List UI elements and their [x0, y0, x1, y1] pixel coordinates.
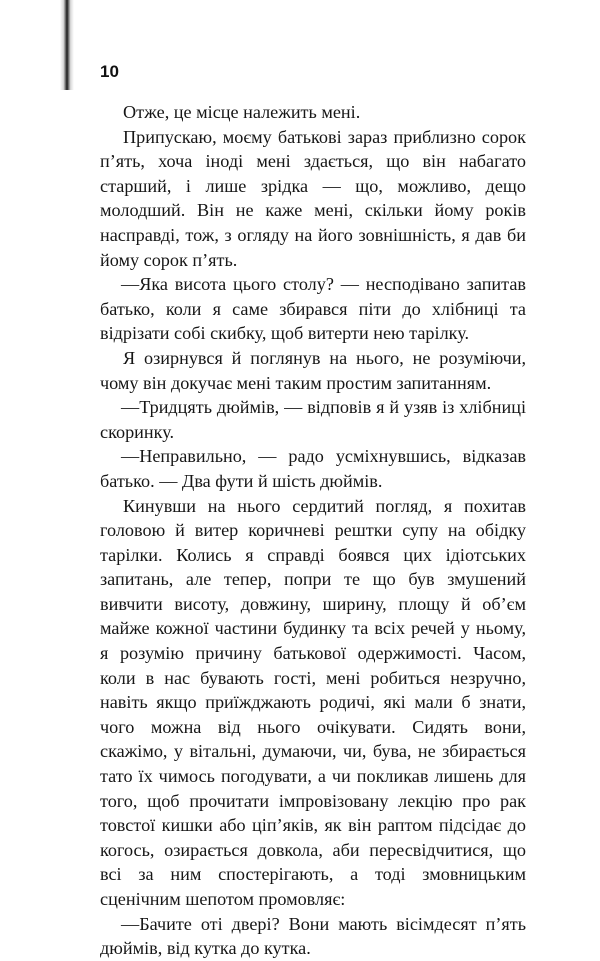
page-number: 10: [100, 62, 119, 81]
body-text: [100, 100, 526, 961]
dialog-line: —Бачите оті двері? Вони мають вісімдесят п’ять дюймів, від кутка до кутка.: [100, 913, 526, 959]
page-binding-shadow: [60, 0, 74, 90]
dialog-line: —Тридцять дюймів, — відповів я й узяв із хлібниці скоринку.: [100, 397, 526, 442]
paragraph: Кинувши на нього сердитий погляд, я похитав головою й витер коричневі рештки супу на обідку тарілки. Колись я справді боявся цих ідіотських запитань, але тепер, попри те що був змушений вивчити висоту, довжину, ширину, площу й об’єм майже кожної частини будинку та всіх речей у ньому, я розумію причину батькової одержимості. Часом, коли в нас бувають гості, мені робиться незручно, навіть якщо приїжджають родичі, які мали б знати, чого можна від нього очікувати. Сидять вони, скажімо, у вітальні, думаючи, чи, бува, не збирається тато їх чимось погодувати, а чи покликав лишень для того, щоб прочитати імпровізовану лекцію про рак товстої кишки або ціп’яків, як він раптом підсідає до когось, озирається довкола, аби пересвідчитися, що всі за ним спостерігають, а тоді змовницьким сценічним шепотом промовляє:: [100, 495, 526, 909]
dialog-line: —Яка висота цього столу? — несподівано запитав батько, коли я саме збирався піти до хлібниці та відрізати собі скибку, щоб витерти нею тарілку.: [100, 274, 526, 344]
paragraph: Я озирнувся й поглянув на нього, не розуміючи, чому він докучає мені таким простим запитанням.: [100, 347, 526, 393]
paragraph: Припускаю, моєму батькові зараз приблизно сорок п’ять, хоча іноді мені здається, що він набагато старший, і лише зрідка — що, можливо, дещо молодший. Він не каже мені, скільки йому років насправді, тож, з огляду на його зовнішність, я дав би йому сорок п’ять.: [100, 126, 526, 270]
dialog-line: —Неправильно, — радо усміхнувшись, відказав батько. — Два фути й шість дюймів.: [100, 446, 526, 491]
paragraph: Отже, це місце належить мені.: [123, 102, 361, 122]
